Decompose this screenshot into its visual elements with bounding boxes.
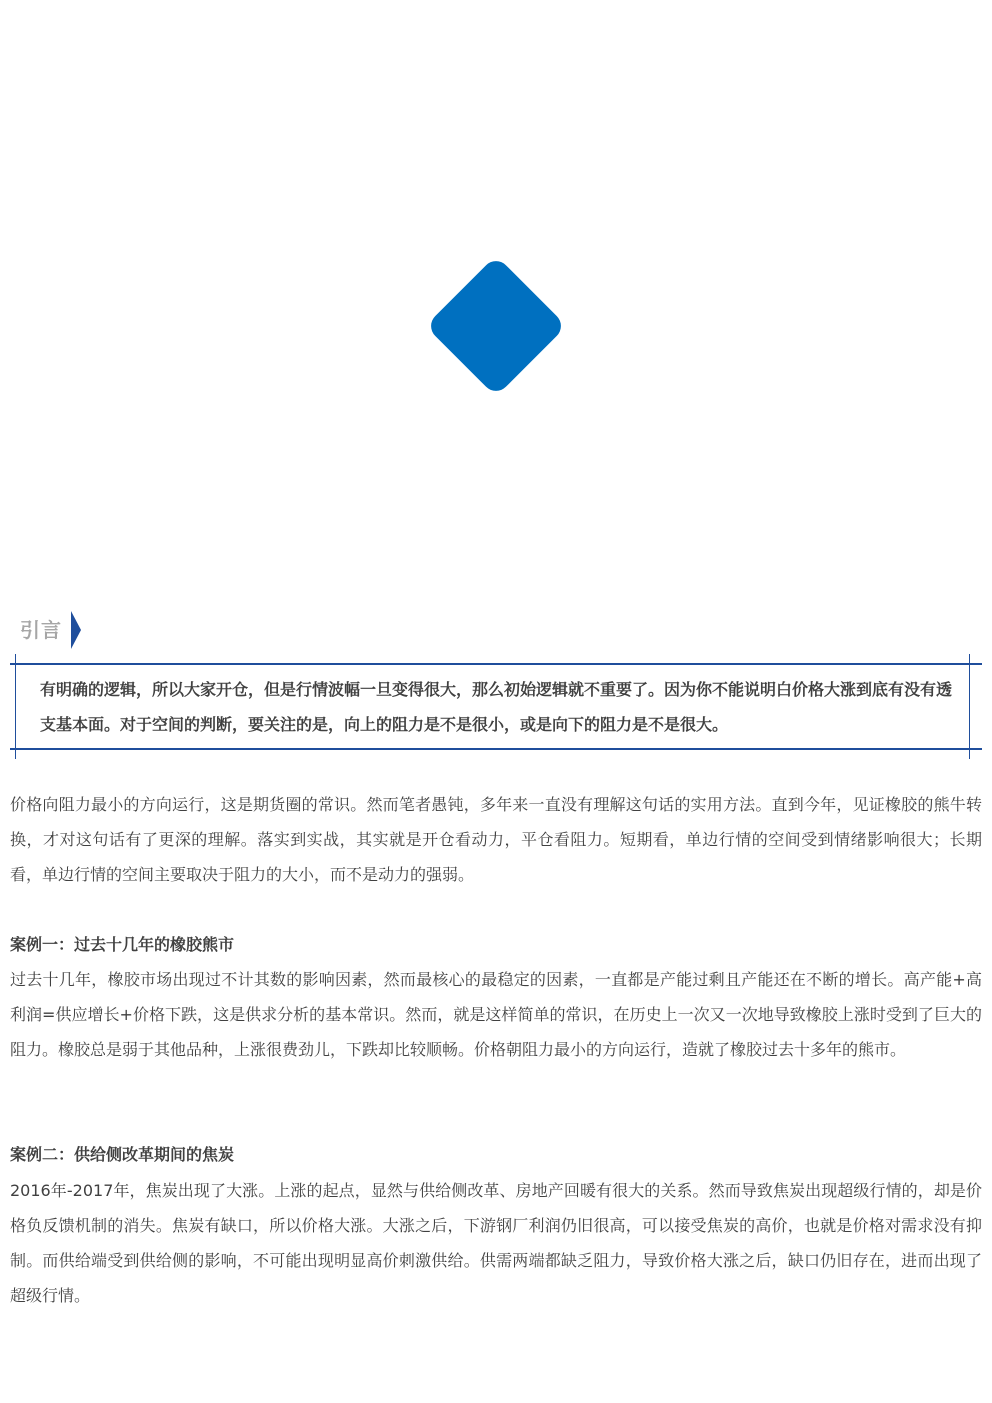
intro-quote-box — [10, 654, 982, 759]
case-1-heading: 案例一：过去十几年的橡胶熊市 — [10, 935, 235, 954]
case-1-paragraph: 过去十几年，橡胶市场出现过不计其数的影响因素，然而最核心的最稳定的因素，一直都是产能过剩且产能还在不断的增长。高产能+高利润=供应增长+价格下跌，这是供求分析的基本常识。然而，就是这样简单的常识，在历史上一次又一次地导致橡胶上涨时受到了巨大的阻力。橡胶总是弱于其他品种，上涨很费劲儿，下跌却比较顺畅。价格朝阻力最小的方向运行，造就了橡胶过去十多年的熊市。 — [10, 970, 982, 1059]
intro-quote-text: 有明确的逻辑，所以大家开仓，但是行情波幅一旦变得很大，那么初始逻辑就不重要了。因为你不能说明白价格大涨到底有没有透支基本面。对于空间的判断，要关注的是，向上的阻力是不是很小，或是向下的阻力是不是很大。 — [40, 680, 953, 734]
quote-border-top — [10, 663, 982, 665]
paragraph-intro: 价格向阻力最小的方向运行，这是期货圈的常识。然而笔者愚钝，多年来一直没有理解这句话的实用方法。直到今年，见证橡胶的熊牛转换，才对这句话有了更深的理解。落实到实战，其实就是开仓看动力，平仓看阻力。短期看，单边行情的空间受到情绪影响很大；长期看，单边行情的空间主要取决于阻力的大小，而不是动力的强弱。 — [10, 795, 982, 884]
case-2-paragraph: 2016年-2017年，焦炭出现了大涨。上涨的起点，显然与供给侧改革、房地产回暖有很大的关系。然而导致焦炭出现超级行情的，却是价格负反馈机制的消失。焦炭有缺口，所以价格大涨。大涨之后，下游钢厂利润仍旧很高，可以接受焦炭的高价，也就是价格对需求没有抑制。而供给端受到供给侧的影响，不可能出现明显高价刺激供给。供需两端都缺乏阻力，导致价格大涨之后，缺口仍旧存在，进而出现了超级行情。 — [10, 1181, 982, 1305]
intro-header — [20, 612, 81, 648]
case-2-heading: 案例二：供给侧改革期间的焦炭 — [10, 1145, 235, 1164]
quote-border-right — [969, 654, 970, 759]
arrow-right-icon — [71, 611, 81, 649]
quote-border-bottom — [10, 748, 982, 750]
quote-border-left — [15, 654, 16, 759]
intro-label: 引言 — [20, 618, 62, 642]
blue-diamond-icon — [425, 255, 566, 396]
